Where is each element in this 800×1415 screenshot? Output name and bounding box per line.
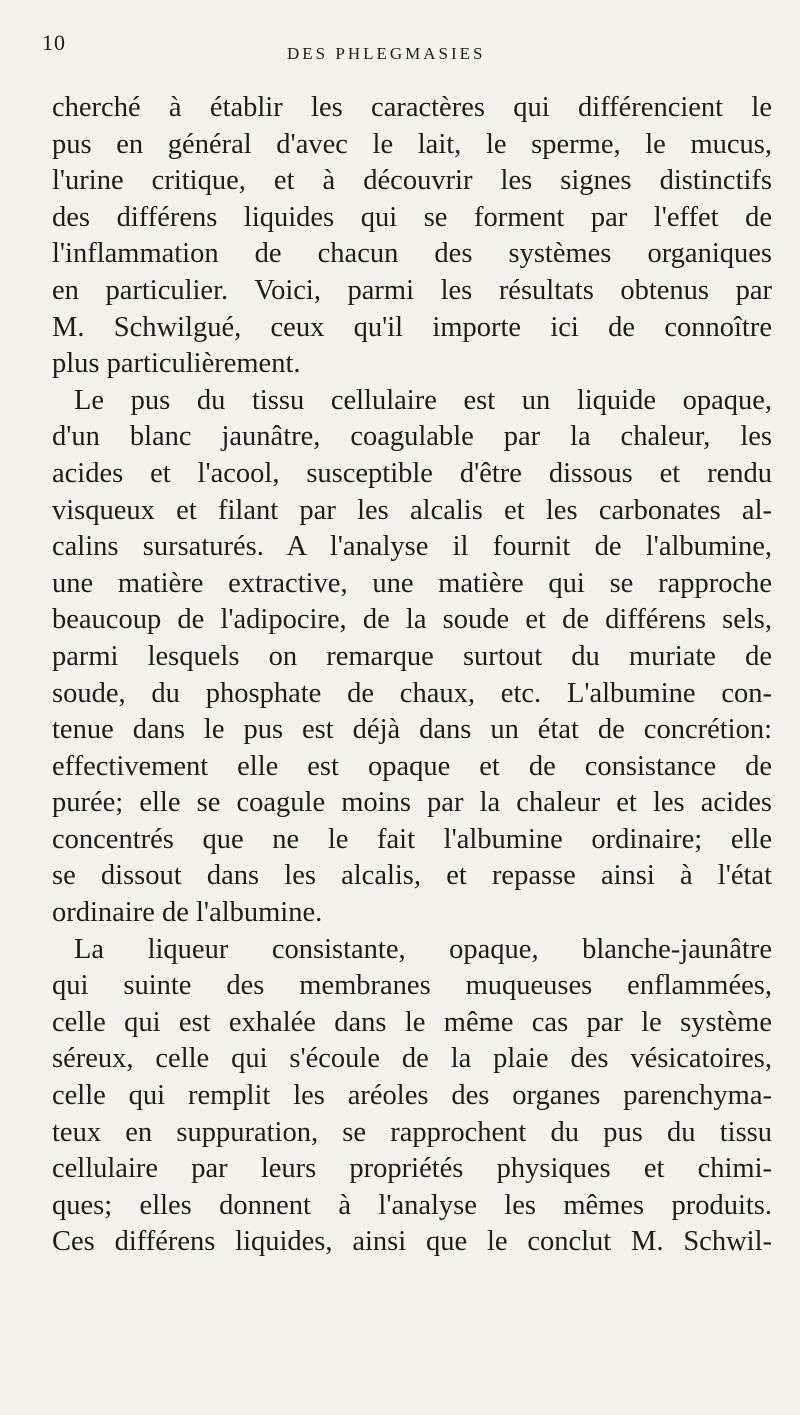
text-line: d'un blanc jaunâtre, coagulable par la chaleur, les [52, 421, 772, 453]
text-line: se dissout dans les alcalis, et repasse ainsi à l'état [52, 860, 772, 892]
body-text [52, 90, 772, 1261]
text-line: purée; elle se coagule moins par la chaleur et les acides [52, 787, 772, 819]
text-line: séreux, celle qui s'écoule de la plaie des vésicatoires, [52, 1043, 772, 1075]
text-line: parmi lesquels on remarque surtout du muriate de [52, 640, 772, 672]
paragraph-start-line: La liqueur consistante, opaque, blanche-jaunâtre [74, 933, 772, 965]
text-line: beaucoup de l'adipocire, de la soude et de différens sels, [52, 604, 772, 636]
text-line: ques; elles donnent à l'analyse les mêmes produits. [52, 1189, 772, 1221]
running-head: DES PHLEGMASIES [287, 44, 486, 63]
text-line: Ces différens liquides, ainsi que le conclut M. Schwil- [52, 1226, 772, 1258]
text-line: celle qui remplit les aréoles des organes parenchyma- [52, 1080, 772, 1112]
text-line: calins sursaturés. A l'analyse il fournit de l'albumine, [52, 531, 772, 563]
text-line: teux en suppuration, se rapprochent du pus du tissu [52, 1116, 772, 1148]
text-line: plus particulièrement. [52, 348, 301, 380]
text-line: concentrés que ne le fait l'albumine ordinaire; elle [52, 823, 772, 855]
text-line: M. Schwilgué, ceux qu'il importe ici de connoître [52, 311, 772, 343]
text-line: l'inflammation de chacun des systèmes organiques [52, 238, 772, 270]
text-line: cellulaire par leurs propriétés physiques et chimi- [52, 1153, 772, 1185]
text-line: une matière extractive, une matière qui se rapproche [52, 567, 772, 599]
text-line: qui suinte des membranes muqueuses enflammées, [52, 970, 772, 1002]
page-header [0, 30, 800, 70]
text-line: celle qui est exhalée dans le même cas par le système [52, 1006, 772, 1038]
text-line: acides et l'acool, susceptible d'être dissous et rendu [52, 457, 772, 489]
text-line: visqueux et filant par les alcalis et les carbonates al- [52, 494, 772, 526]
text-line: en particulier. Voici, parmi les résultats obtenus par [52, 274, 772, 306]
paragraph-start-line: Le pus du tissu cellulaire est un liquide opaque, [74, 384, 772, 416]
text-line: des différens liquides qui se forment par l'effet de [52, 201, 772, 233]
text-line: soude, du phosphate de chaux, etc. L'albumine con- [52, 677, 772, 709]
text-line: pus en général d'avec le lait, le sperme, le mucus, [52, 128, 772, 160]
page-number: 10 [42, 30, 66, 55]
text-line: tenue dans le pus est déjà dans un état de concrétion: [52, 714, 772, 746]
text-line: effectivement elle est opaque et de consistance de [52, 750, 772, 782]
text-line: cherché à établir les caractères qui différencient le [52, 92, 772, 123]
text-line: ordinaire de l'albumine. [52, 897, 323, 929]
text-line: l'urine critique, et à découvrir les signes distinctifs [52, 165, 772, 197]
